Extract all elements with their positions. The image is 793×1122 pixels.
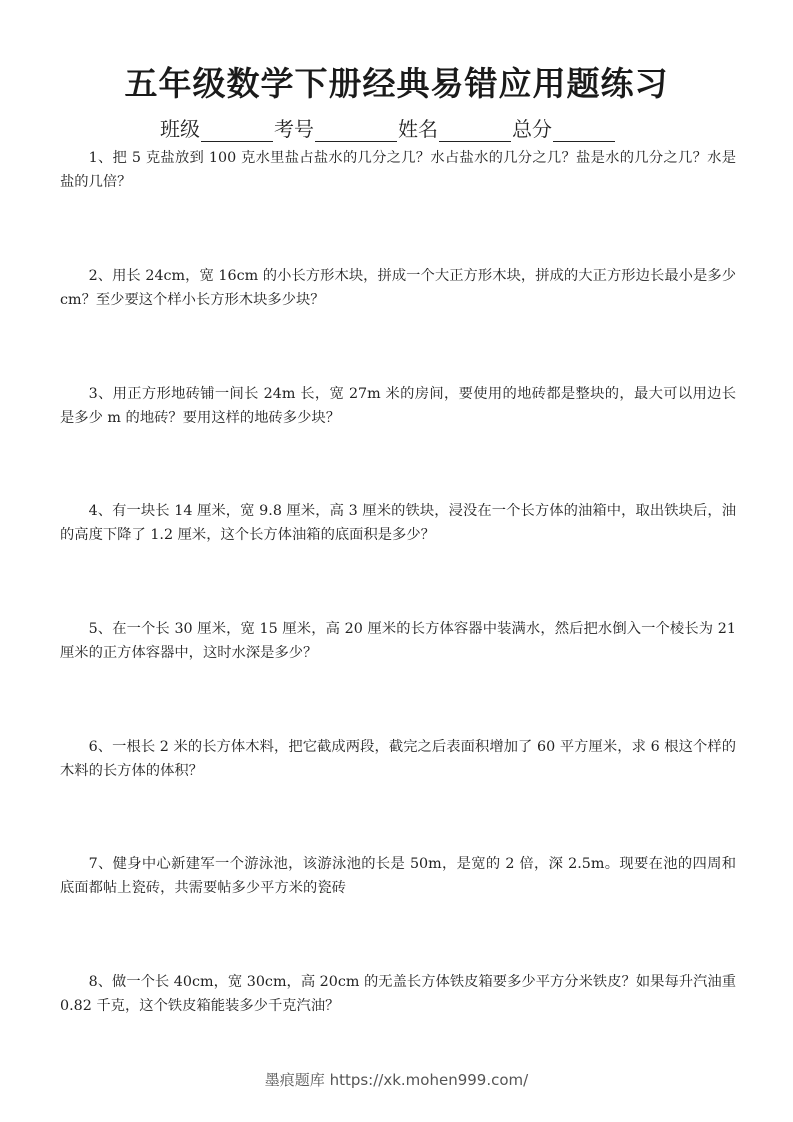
class-blank [201, 121, 273, 142]
score-label: 总分 [512, 117, 552, 141]
page-title: 五年级数学下册经典易错应用题练习 [124, 64, 669, 103]
class-label: 班级 [160, 117, 200, 141]
question-3: 3、用正方形地砖铺一间长 24m 长，宽 27m 米的房间，要使用的地砖都是整块的，最大可以用边长是多少 m 的地砖？要用这样的地砖多少块？ [60, 386, 736, 426]
question-1: 1、把 5 克盐放到 100 克水里盐占盐水的几分之几？水占盐水的几分之几？盐是水的几分之几？水是盐的几倍？ [60, 150, 736, 190]
footer-watermark: 墨痕题库 https://xk.mohen999.com/ [264, 1071, 529, 1089]
student-info-row [160, 113, 640, 142]
question-4: 4、有一块长 14 厘米，宽 9.8 厘米，高 3 厘米的铁块，浸没在一个长方体的油箱中，取出铁块后，油的高度下降了 1.2 厘米，这个长方体油箱的底面积是多少？ [60, 503, 736, 543]
question-8: 8、做一个长 40cm，宽 30cm，高 20cm 的无盖长方体铁皮箱要多少平方分米铁皮？如果每升汽油重 0.82 千克，这个铁皮箱能装多少千克汽油？ [60, 974, 736, 1014]
score-blank [553, 121, 615, 142]
question-2: 2、用长 24cm，宽 16cm 的小长方形木块，拼成一个大正方形木块，拼成的大正方形边长最小是多少 cm？至少要这个样小长方形木块多少块？ [60, 268, 736, 308]
question-6: 6、一根长 2 米的长方体木料，把它截成两段，截完之后表面积增加了 60 平方厘米，求 6 根这个样的木料的长方体的体积？ [60, 739, 736, 779]
question-7: 7、健身中心新建军一个游泳池，该游泳池的长是 50m，是宽的 2 倍，深 2.5m。现要在池的四周和底面都帖上瓷砖，共需要帖多少平方米的瓷砖 [60, 856, 736, 896]
exam-no-label: 考号 [274, 117, 314, 141]
name-label: 姓名 [398, 117, 438, 141]
exam-no-blank [315, 121, 397, 142]
question-5: 5、在一个长 30 厘米，宽 15 厘米，高 20 厘米的长方体容器中装满水，然后把水倒入一个棱长为 21 厘米的正方体容器中，这时水深是多少？ [60, 621, 736, 661]
name-blank [439, 121, 511, 142]
